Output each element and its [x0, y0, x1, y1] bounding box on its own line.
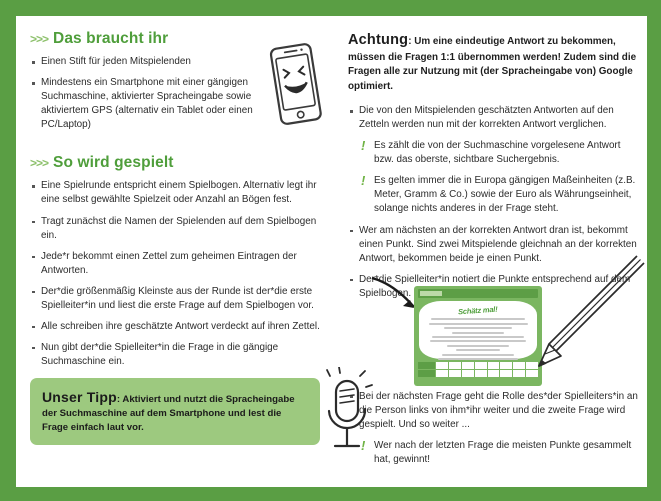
score-table-column [462, 362, 474, 378]
thumbnail-question-line [430, 340, 527, 342]
list-item: Mindestens ein Smartphone mit einer gängigen Suchmaschine, aktivierter Spracheingabe sowie aktiviertem GPS (alternativ ein Tablet oder einen PC/Laptop) [30, 76, 273, 132]
list-item-sub [352, 439, 640, 467]
thumbnail-question-line [442, 354, 515, 356]
attention-block [348, 30, 637, 94]
tip-title: Unser Tipp [42, 388, 117, 405]
chevron-right-icon: >>> [30, 32, 49, 46]
tip-box [30, 378, 320, 445]
list-item: Tragt zunächst die Namen der Spielenden auf dem Spielbogen ein. [30, 215, 328, 243]
thumbnail-question-line [438, 358, 517, 360]
attention-separator: : [408, 36, 412, 47]
thumbnail-logo-text: Schätz mal! [457, 304, 499, 316]
score-table-row-labels [418, 362, 435, 378]
section-heading-play [30, 154, 328, 171]
score-table-column [449, 362, 461, 378]
chevron-right-icon: >>> [30, 156, 49, 171]
page-sheet [16, 16, 647, 487]
right-column [338, 16, 647, 487]
score-table-column [500, 362, 512, 378]
list-item: Der*die größenmäßig Kleinste aus der Runde ist der*die erste Spielleiter*in und liest die erste Frage auf dem Spielbogen vor. [30, 285, 328, 313]
score-table-column [436, 362, 448, 378]
list-item: Eine Spielrunde entspricht einem Spielbogen. Alternativ legt ihr eine selbst gewählte Spielzeit oder Anzahl an Bögen fest. [30, 179, 328, 207]
list-item: Der*die Spielleiter*in notiert die Punkte entsprechend auf dem Spielbogen. [348, 273, 637, 301]
list-item-sub [352, 139, 637, 167]
list-item: Nun gibt der*die Spielleiter*in die Frage in die gängige Suchmaschine ein. [30, 341, 328, 369]
exclamation-icon: ! [361, 437, 366, 453]
score-table-column [488, 362, 500, 378]
exclamation-icon: ! [361, 173, 366, 189]
smartphone-laughing-face-icon [260, 38, 332, 133]
thumbnail-question-line [431, 318, 526, 320]
list-item: Die von den Mitspielenden geschätzten Antworten auf den Zetteln werden nun mit der korrekten Antwort verglichen. [348, 104, 637, 132]
list-item-text: Es gelten immer die in Europa gängigen Maßeinheiten (z.B. Meter, Gramm & Co.) sowie der Euro als Währungseinheit, solange nichts anderes in der Frage steht. [374, 175, 636, 215]
tip-text: Aktiviert und nutzt die Spracheingabe der Suchmaschine auf dem Smartphone und lest die Frage einfach laut vor. [42, 393, 295, 434]
thumbnail-question-line [444, 327, 512, 329]
thumbnail-question-line [452, 332, 505, 334]
tip-separator: : [116, 393, 121, 405]
heading-text: So wird gespielt [53, 154, 174, 172]
thumbnail-question-line [456, 349, 500, 351]
attention-title: Achtung [348, 32, 409, 48]
exclamation-icon: ! [361, 138, 366, 154]
list-item: Wer am nächsten an der korrekten Antwort dran ist, bekommt einen Punkt. Sind zwei Mitspielende gleichnah an der korrekten Antwort, bekommen beide je einen Punkt. [348, 224, 637, 266]
list-item: Jede*r bekommt einen Zettel zum geheimen Eintragen der Antworten. [30, 250, 328, 278]
list-item: Alle schreiben ihre geschätzte Antwort verdeckt auf ihren Zettel. [30, 320, 328, 334]
play-list [30, 179, 328, 369]
score-table-column [475, 362, 487, 378]
list-item-sub [352, 174, 637, 216]
thumbnail-question-line [432, 336, 524, 338]
list-item: Einen Stift für jeden Mitspielenden [30, 55, 328, 69]
attention-text: Um eine eindeutige Antwort zu bekommen, müssen die Fragen 1:1 übernommen werden! Zudem sind die Fragen alle zur Nutzung mit (der Spracheingabe von) Google optimiert. [348, 36, 637, 92]
list-item-text: Es zählt die von der Suchmaschine vorgelesene Antwort bzw. das oberste, sichtbare Suchergebnis. [374, 140, 621, 166]
heading-text: Das braucht ihr [53, 30, 169, 47]
pencil-icon [513, 254, 647, 394]
thumbnail-question-line [447, 345, 509, 347]
list-item: Bei der nächsten Frage geht die Rolle des*der Spielleiters*in an die Person links von ihm*ihr weiter und die zweite Frage wird gespielt. Und so weiter ... [348, 390, 640, 432]
left-column [16, 16, 338, 487]
rules-list-bottom [348, 390, 640, 467]
thumbnail-logo-chip [420, 291, 442, 296]
list-item-text: Wer nach der letzten Frage die meisten Punkte gesammelt hat, gewinnt! [374, 439, 632, 465]
